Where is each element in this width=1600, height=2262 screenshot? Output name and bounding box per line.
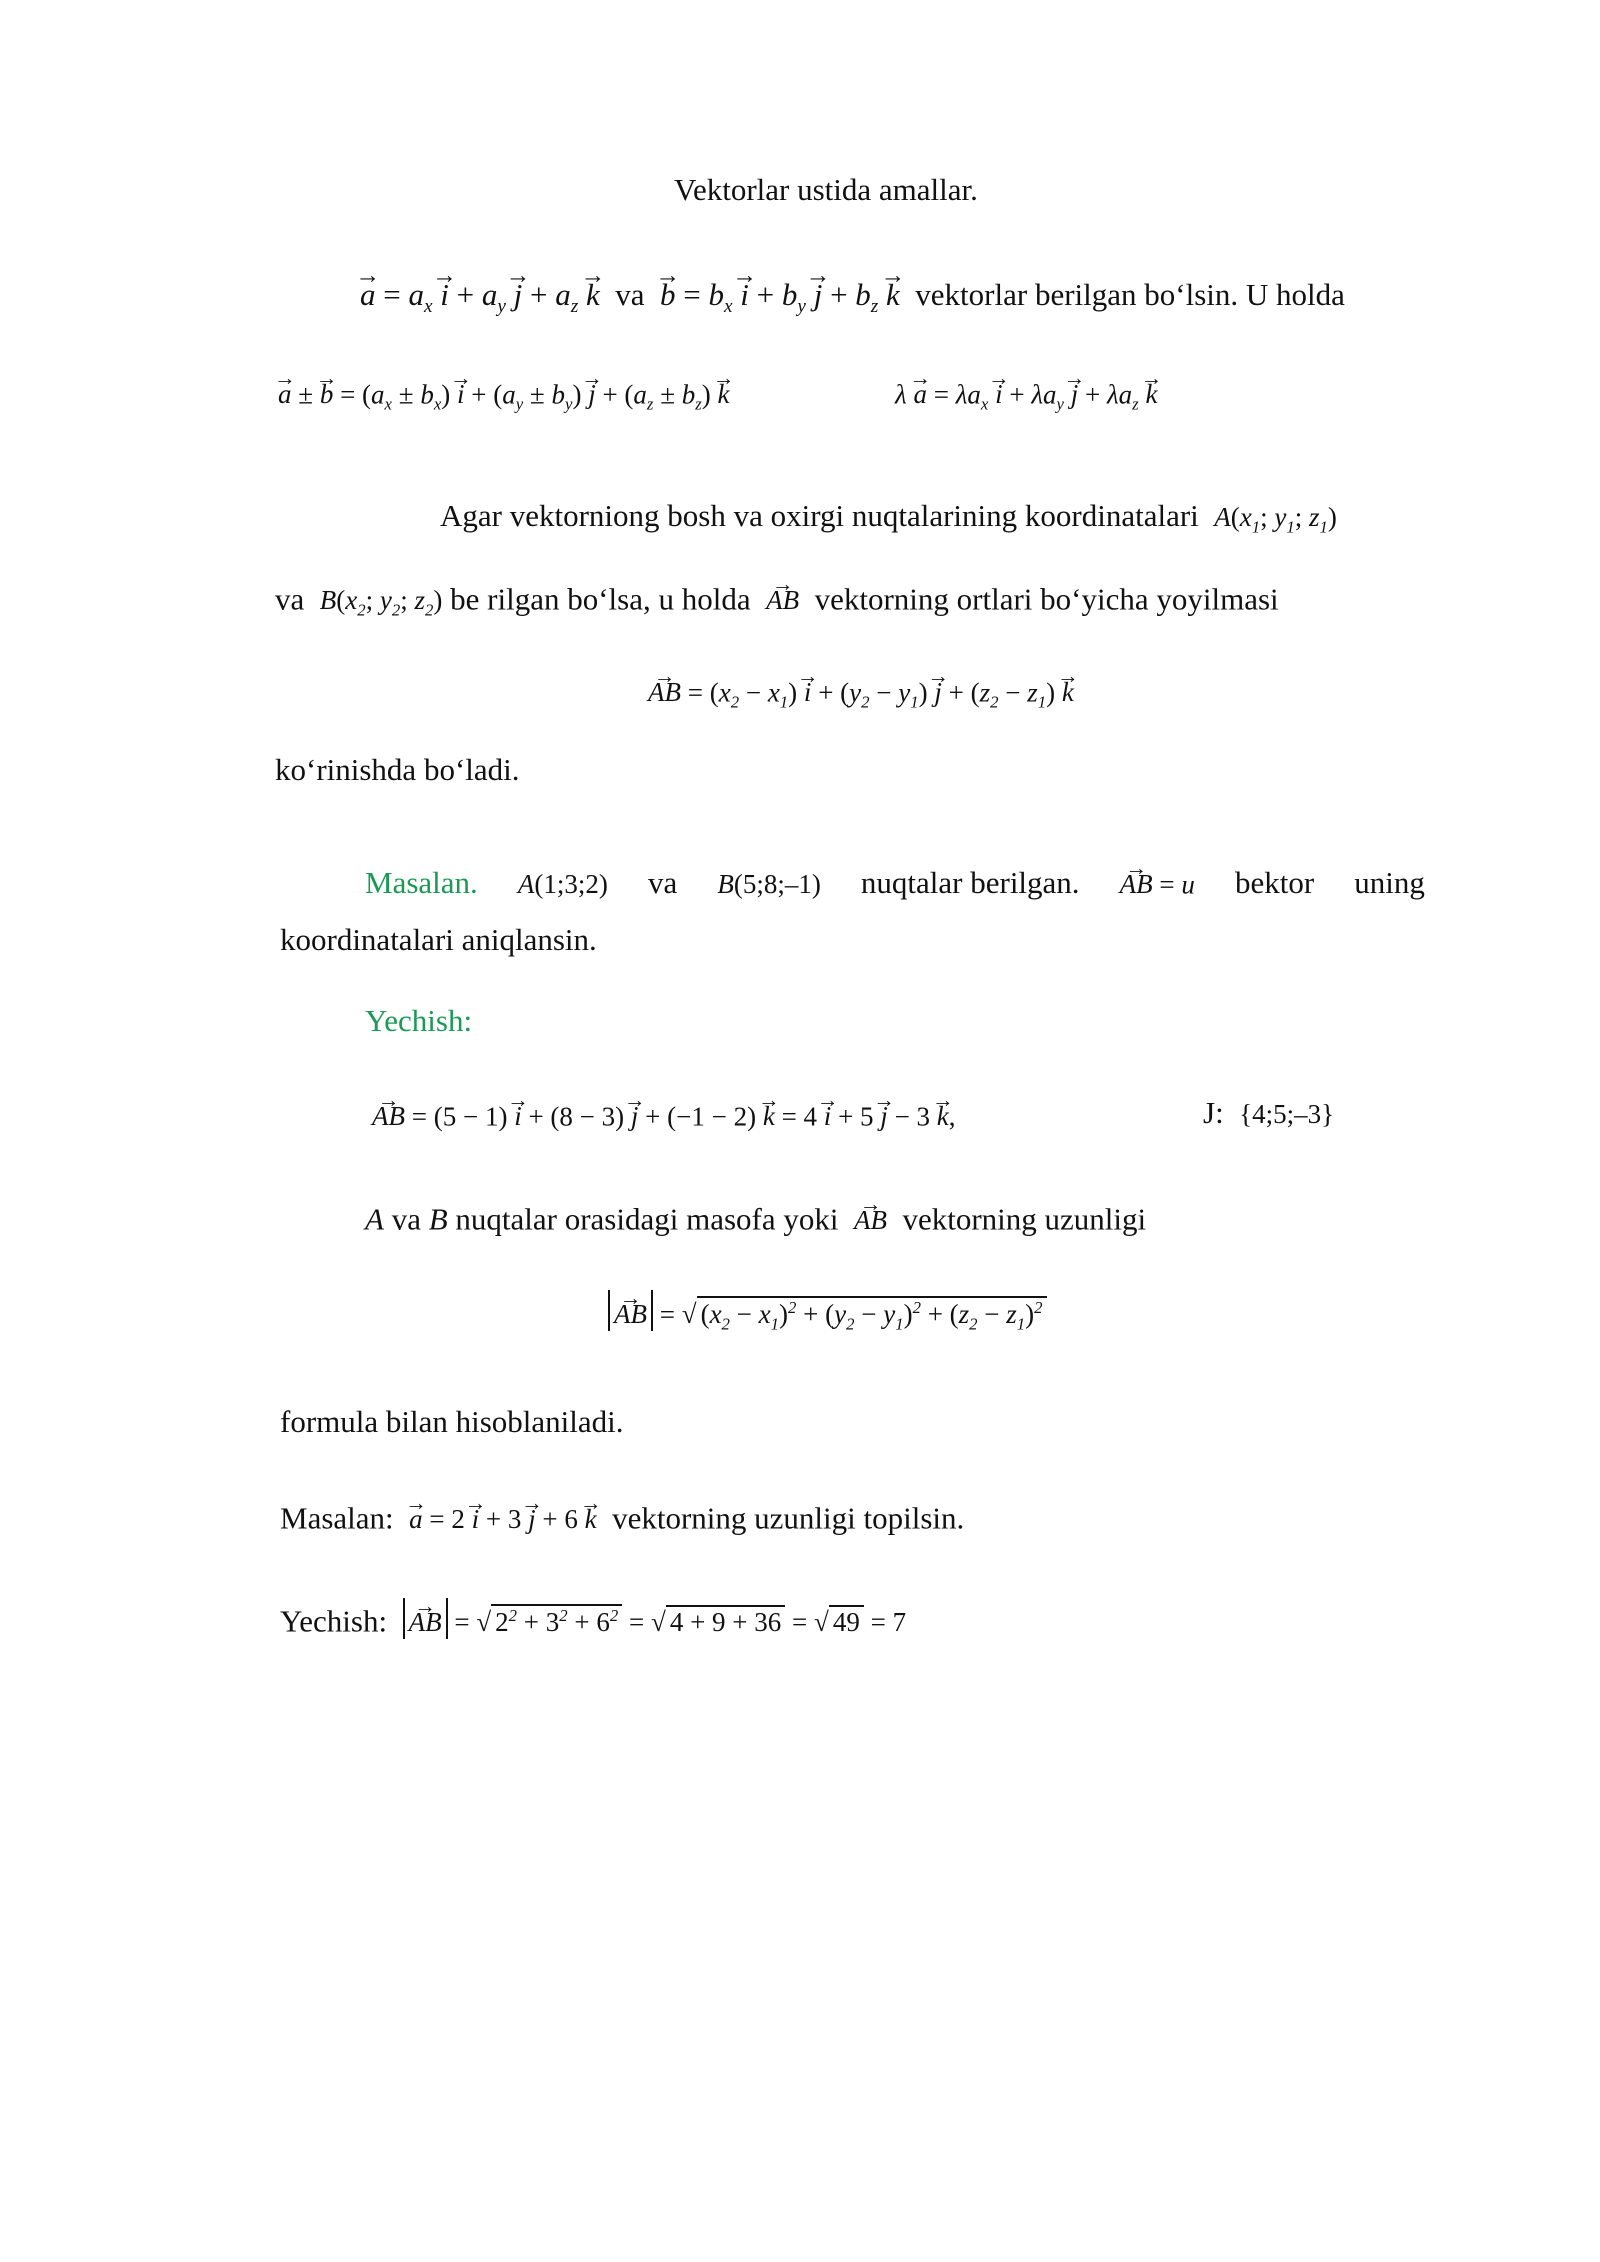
para2-line2: formula bilan hisoblaniladi.	[280, 1404, 624, 1439]
para2-point-b: B	[428, 1201, 448, 1237]
example1-answer-label: J:	[1203, 1095, 1224, 1130]
para1-line1	[440, 498, 1337, 537]
example2-result: 7	[892, 1607, 907, 1638]
para2-line1	[365, 1196, 1146, 1237]
formula-ab-decomposition: → AB = $(x_2 - x_1) \to i + (y_2 - y_1) \to j + (z_2 - z_1) \to k$	[648, 668, 1074, 713]
example2-vector-a: → a = 2 → i + 3 → j + 6 → k	[409, 1504, 596, 1534]
para2-vector-ab: → AB	[854, 1196, 887, 1234]
example2-line1	[280, 1495, 964, 1536]
formula-distance: → AB = √ $(x_2 - x_1)^2 + (y_2 - y_1)^2 + (z_2 - z_1)^2$	[608, 1290, 1047, 1335]
formula-sum-difference: → a ± → $b = (a_x \pm b_x) \to i + (a_y \pm b_y) \to j + (a_z \pm b_z) \to k$	[278, 370, 730, 415]
example1-bektor: bektor	[1234, 865, 1315, 901]
para2-va: va	[391, 1201, 421, 1237]
para1-line2-text-end: vektorning ortlari bo‘yicha yoyilmasi	[814, 581, 1279, 617]
example1-line2: koordinatalari aniqlansin.	[280, 922, 597, 957]
example2-solution-formula: → AB = √ $2^2 + 3^2 + 6^2$ = √ 4 + 9 + 36 = √ 49 = 7	[403, 1607, 906, 1637]
intro-va: va	[615, 277, 645, 313]
point-b-coords: $B(x_2$; $y_2$; $z_2$)	[319, 585, 443, 620]
para1-line1-text: Agar vektorniong bosh va oxirgi nuqtalarining koordinatalari	[440, 498, 1199, 533]
formula-vector-a: → $a = a_x \to i + a_y \to j + a_z \to k$	[360, 277, 600, 312]
para1-line3: ko‘rinishda bo‘ladi.	[275, 752, 520, 787]
example1-solution-formula: → AB = (5 − 1) → i + (8 − 3) → j + (−1 − 2) → k = 4 → i + 5 → j − 3 → k,	[372, 1092, 956, 1132]
para2-point-a: A	[365, 1201, 384, 1237]
page-title: Vektorlar ustida amallar.	[674, 172, 978, 207]
formula-vector-b: → $b = b_x \to i + b_y \to j + b_z \to k$	[660, 277, 900, 312]
example1-answer-value: {4;5;–3}	[1239, 1099, 1335, 1129]
example2-solution	[280, 1598, 906, 1639]
example1-solution-label: Yechish:	[365, 1003, 473, 1038]
para1-line2	[275, 576, 1279, 621]
example1-line1	[365, 860, 1425, 901]
example1-vector-eq: → AB = u	[1120, 860, 1195, 900]
example1-va: va	[647, 865, 678, 901]
point-a-coords: $A(x_1$; $y_1$; $z_1$)	[1214, 502, 1337, 537]
example1-answer	[1203, 1095, 1334, 1131]
vector-ab: → AB	[766, 576, 799, 614]
example1-label: Masalan.	[365, 865, 478, 901]
example1-points-text: nuqtalar berilgan.	[860, 865, 1080, 901]
intro-text: vektorlar berilgan bo‘lsin. U holda	[915, 277, 1345, 313]
example2-solution-label: Yechish:	[280, 1603, 388, 1639]
para2-line1-end: vektorning uzunligi	[902, 1201, 1147, 1237]
para2-line1-text: nuqtalar orasidagi masofa yoki	[455, 1201, 839, 1237]
example2-label: Masalan:	[280, 1500, 394, 1536]
example2-text: vektorning uzunligi topilsin.	[612, 1500, 965, 1536]
para1-va: va	[275, 581, 305, 617]
formula-scalar-mult: $\lambda \to a = \lambda a_x \to i + \lambda a_y \to j + \lambda a_z \to k$	[895, 370, 1157, 415]
intro-line	[360, 266, 1345, 318]
example1-point-a: A(1;3;2)	[517, 869, 608, 900]
para1-line2-text: be rilgan bo‘lsa, u holda	[450, 581, 751, 617]
example1-uning: uning	[1354, 865, 1425, 901]
example1-point-b: B(5;8;–1)	[717, 869, 821, 900]
